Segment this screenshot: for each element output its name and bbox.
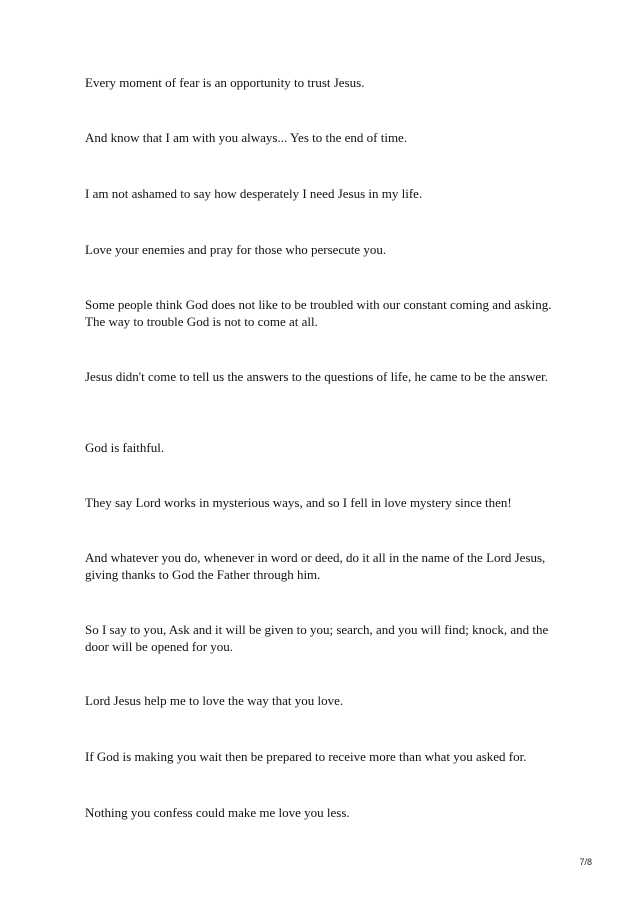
quote-3: I am not ashamed to say how desperately I need Jesus in my life. [85,186,423,201]
quote-8: They say Lord works in mysterious ways, and so I fell in love mystery since then! [85,495,512,510]
quote-5: Some people think God does not like to be troubled with our constant coming and asking. The way to trouble God is not to come at all. [85,297,552,329]
quote-11: Lord Jesus help me to love the way that you love. [85,693,344,708]
quote-9: And whatever you do, whenever in word or deed, do it all in the name of the Lord Jesus, giving thanks to God the Father through him. [85,550,546,582]
quote-2: And know that I am with you always... Yes to the end of time. [85,130,408,145]
quote-12: If God is making you wait then be prepared to receive more than what you asked for. [85,749,527,764]
page-number: 7/8 [579,857,592,867]
quote-10: So I say to you, Ask and it will be given to you; search, and you will find; knock, and the door will be opened for you. [85,622,549,654]
quote-7: God is faithful. [85,440,165,455]
quote-13: Nothing you confess could make me love you less. [85,805,350,820]
quote-1: Every moment of fear is an opportunity to trust Jesus. [85,75,365,90]
quote-6: Jesus didn't come to tell us the answers to the questions of life, he came to be the answer. [85,369,549,384]
quote-4: Love your enemies and pray for those who persecute you. [85,242,387,257]
